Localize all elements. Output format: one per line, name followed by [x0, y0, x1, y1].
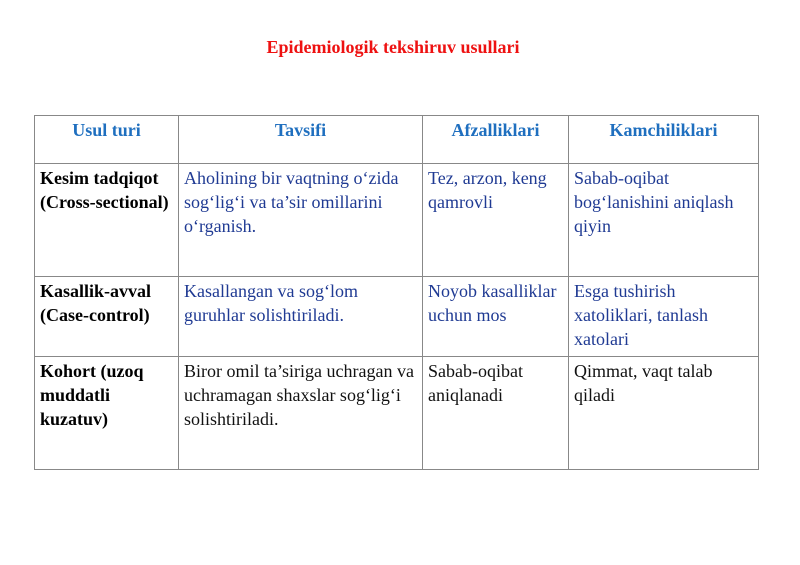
header-advantages: Afzalliklari [423, 116, 569, 164]
table-row [35, 357, 759, 470]
methods-table [34, 115, 759, 470]
page-title: Epidemiologik tekshiruv usullari [266, 37, 520, 57]
disadvantages-cell: Esga tushirish xatoliklari, tanlash xatolari [569, 277, 759, 357]
advantages-cell: Sabab-oqibat aniqlanadi [423, 357, 569, 470]
advantages-cell: Tez, arzon, keng qamrovli [423, 164, 569, 277]
description-cell: Aholining bir vaqtning o‘zida sog‘lig‘i va ta’sir omillarini o‘rganish. [179, 164, 423, 277]
description-cell: Biror omil ta’siriga uchragan va uchramagan shaxslar sog‘lig‘i solishtiriladi. [179, 357, 423, 470]
disadvantages-cell: Sabab-oqibat bog‘lanishini aniqlash qiyin [569, 164, 759, 277]
table-row [35, 277, 759, 357]
advantages-cell: Noyob kasalliklar uchun mos [423, 277, 569, 357]
header-description: Tavsifi [179, 116, 423, 164]
header-disadvantages: Kamchiliklari [569, 116, 759, 164]
method-name-cell: Kohort (uzoq muddatli kuzatuv) [35, 357, 179, 470]
method-name-cell: Kasallik-avval (Case-control) [35, 277, 179, 357]
header-method-type: Usul turi [35, 116, 179, 164]
table-header-row [35, 116, 759, 164]
method-name-cell: Kesim tadqiqot (Cross-sectional) [35, 164, 179, 277]
description-cell: Kasallangan va sog‘lom guruhlar solishtiriladi. [179, 277, 423, 357]
disadvantages-cell: Qimmat, vaqt talab qiladi [569, 357, 759, 470]
table-row [35, 164, 759, 277]
